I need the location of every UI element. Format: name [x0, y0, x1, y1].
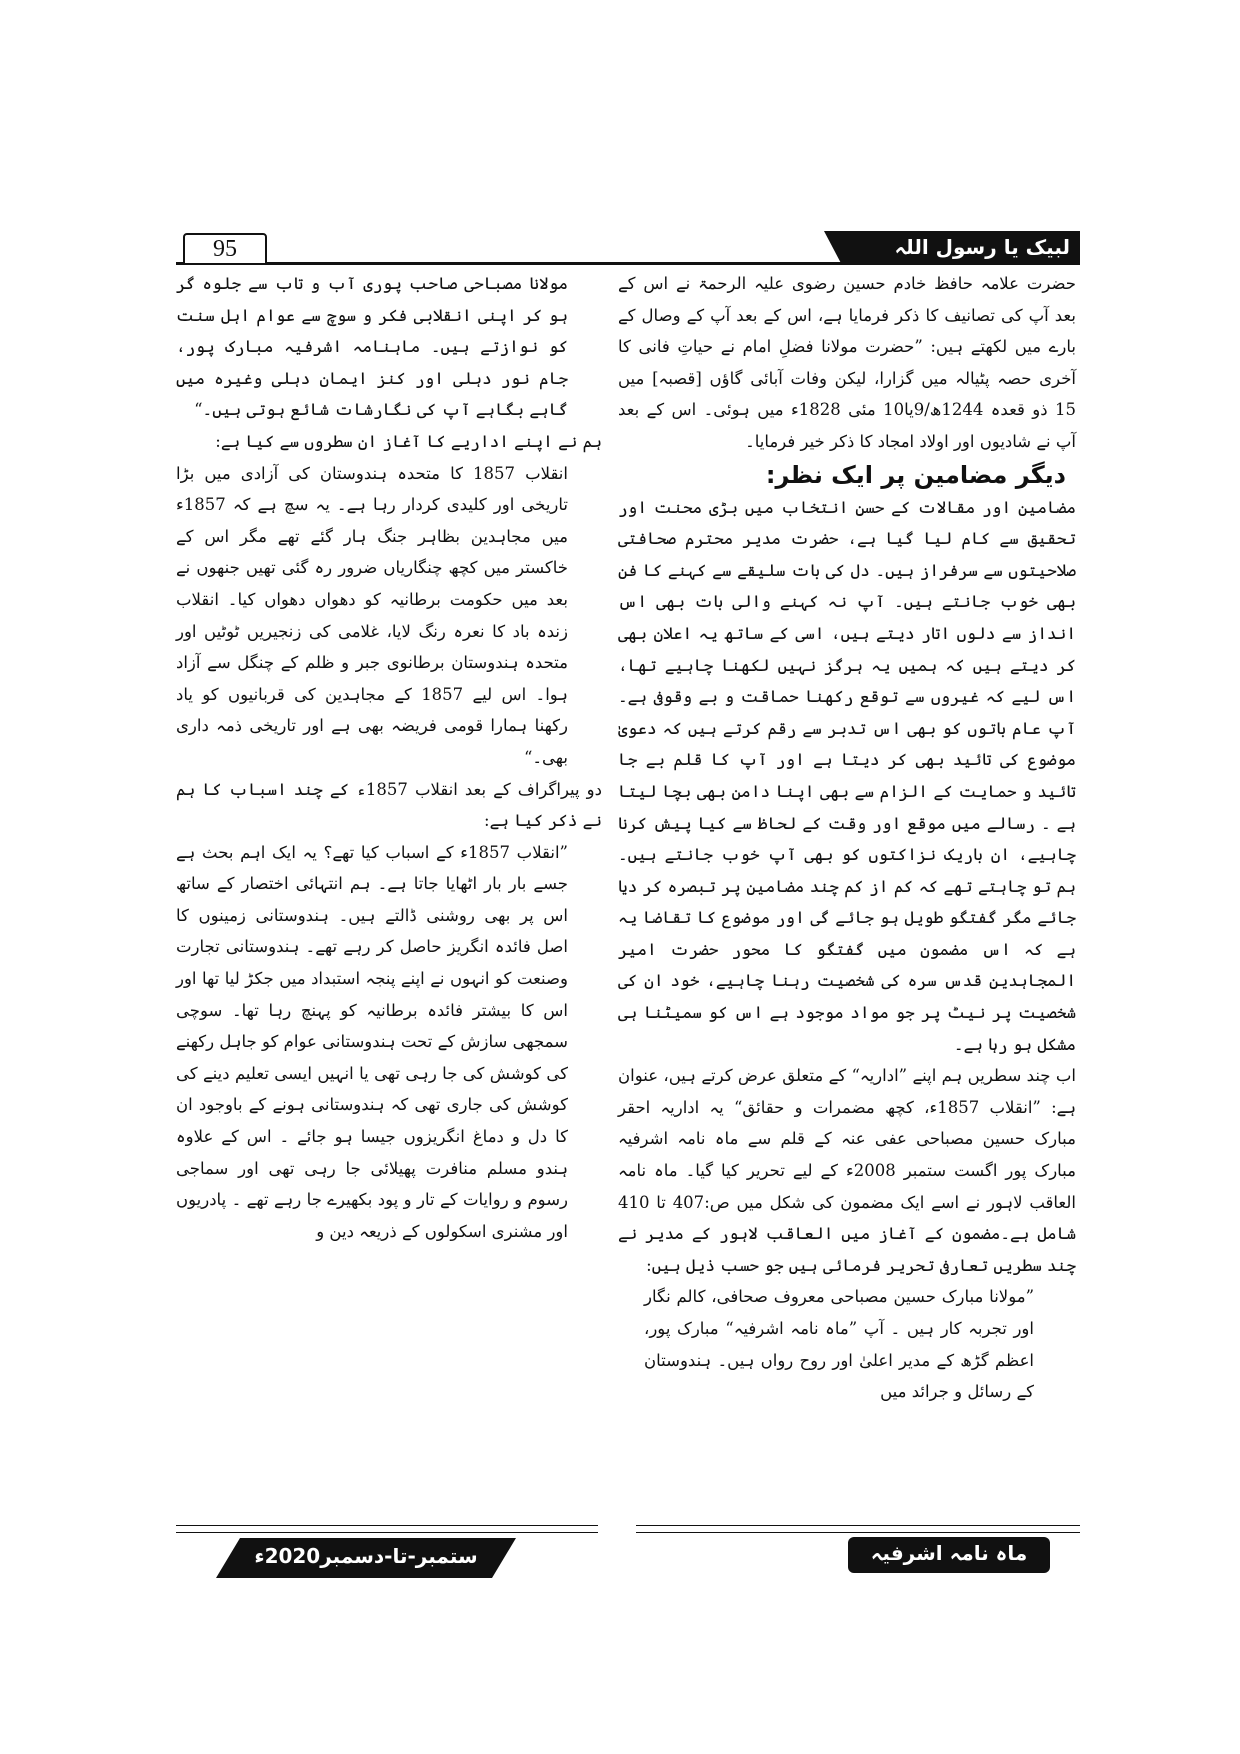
magazine-name: ماہ نامہ اشرفیہ — [870, 1541, 1028, 1565]
page-number: 95 — [183, 233, 267, 265]
block-quote: ”مولانا مبارک حسین مصباحی معروف صحافی، کالم نگار اور تجربہ کار ہیں ۔ آپ ”ماہ نامہ اشرفیہ“ مبارک پور، اعظم گڑھ کے مدیر اعلیٰ اور روح رواں ہیں۔ ہندوستان کے رسائل و جرائد میں — [644, 1287, 1034, 1402]
block-quote: مولانا مصباحی صاحب پوری آب و تاب سے جلوہ گر ہو کر اپنی انقلابی فکر و سوچ سے عوام اہل سنت کو نوازتے ہیں۔ ماہنامہ اشرفیہ مبارک پور، جام نور دہلی اور کنز ایمان دہلی وغیرہ میں گاہے بگاہے آپ کی نگارشات شائع ہوتی ہیں۔“ — [176, 274, 568, 420]
paragraph: دو پیراگراف کے بعد انقلاب 1857ء کے چند اسباب کا ہم نے ذکر کیا ہے: — [176, 779, 602, 831]
section-heading: دیگر مضامین پر ایک نظر: — [765, 460, 1066, 489]
paragraph: حضرت علامہ حافظ خادم حسین رضوی علیہ الرحمۃ نے اس کے بعد آپ کی تصانیف کا ذکر فرمایا ہے، اس کے بعد آپ کے وصال کے بارے میں لکھتے ہیں: ”حضرت مولانا فضلِ امام نے حیاتِ فانی کا آخری حصہ پٹیالہ میں گزارا، لیکن وفات آبائی گاؤں [قصبہ] میں 15 ذو قعدہ 1244ھ/9یا10 مئی 1828ء میں ہوئی۔ اس کے بعد آپ نے شادیوں اور اولاد امجاد کا ذکر خیر فرمایا۔ — [618, 274, 1077, 451]
block-quote: ”انقلاب 1857ء کے اسباب کیا تھے؟ یہ ایک اہم بحث ہے جسے بار بار اٹھایا جاتا ہے۔ ہم انتہائی اختصار کے ساتھ اس پر بھی روشنی ڈالتے ہیں۔ ہندوستانی زمینوں کا اصل فائدہ انگریز حاصل کر رہے تھے۔ ہندوستانی تجارت وصنعت کو انہوں نے اپنے پنجہ استبداد میں جکڑ لیا تھا اور اس کا بیشتر فائدہ برطانیہ کو پہنچ رہا تھا۔ سوچی سمجھی سازش کے تحت ہندوستانی عوام کو جاہل رکھنے کی کوشش کی جا رہی تھی یا انہیں ایسی تعلیم دینے کی کوشش کی جاری تھی کہ ہندوستانی ہونے کے باوجود ان کا دل و دماغ انگریزوں جیسا ہو جائے ۔ اس کے علاوہ ہندو مسلم منافرت پھیلائی جا رہی تھی اور سماجی رسوم و روایات کے تار و پود بکھیرے جا رہے تھے ۔ پادریوں اور مشنری اسکولوں کے ذریعہ دین و — [176, 842, 568, 1241]
footer-rule — [176, 1525, 598, 1526]
header-title: لبیک یا رسول اللہ — [894, 235, 1070, 259]
left-column — [176, 268, 602, 1247]
footer-rule — [636, 1532, 1080, 1533]
footer-rule — [636, 1525, 1080, 1526]
paragraph: اب چند سطریں ہم اپنے ”اداریہ“ کے متعلق عرض کرتے ہیں، عنوان ہے: ”انقلاب 1857ء، کچھ مضمرات و حقائق“ یہ اداریہ احقر مبارک حسین مصباحی عفی عنہ کے قلم سے ماہ نامہ اشرفیہ مبارک پور اگست ستمبر 2008ء کے لیے تحریر کیا گیا۔ ماہ نامہ العاقب لاہور نے اسے ایک مضمون کی شکل میں ص:407 تا 410 شامل ہے۔مضمون کے آغاز میں العاقب لاہور کے مدیر نے چند سطریں تعارفی تحریر فرمائی ہیں جو حسب ذیل ہیں: — [618, 1066, 1077, 1275]
block-quote: انقلاب 1857 کا متحدہ ہندوستان کی آزادی میں بڑا تاریخی اور کلیدی کردار رہا ہے۔ یہ سچ ہے کہ 1857ء میں مجاہدین بظاہر جنگ ہار گئے تھے مگر اس کے خاکستر میں کچھ چنگاریاں ضرور رہ گئی تھیں جنھوں نے بعد میں حکومت برطانیہ کو دھواں دھواں کیا۔ انقلاب زندہ باد کا نعرہ رنگ لایا، غلامی کی زنجیریں ٹوٹیں اور متحدہ ہندوستان برطانوی جبر و ظلم کے چنگل سے آزاد ہوا۔ اس لیے 1857 کے مجاہدین کی قربانیوں کو یاد رکھنا ہمارا قومی فریضہ بھی ہے اور تاریخی ذمہ داری بھی۔“ — [176, 463, 568, 767]
paragraph: مضامین اور مقالات کے حسنِ انتخاب میں بڑی محنت اور تحقیق سے کام لیا گیا ہے، حضرت مدیر محترم صحافتی صلاحیتوں سے سرفراز ہیں۔ دل کی بات سلیقے سے کہنے کا فن بھی خوب جانتے ہیں۔ آپ نہ کہنے والی بات بھی اس انداز سے دلوں اتار دیتے ہیں، اسی کے ساتھ یہ اعلان بھی کر دیتے ہیں کہ ہمیں یہ ہرگز نہیں لکھنا چاہیے تھا، اس لیے کہ غیروں سے توقع رکھنا حماقت و بے وقوفی ہے۔ آپ عام باتوں کو بھی اس تدبر سے رقم کرتے ہیں کہ دعویٰ موضوع کی تائید بھی کر دیتا ہے اور آپ کا قلم بے جا تائید و حمایت کے الزام سے بھی اپنا دامن بھی بچا لیتا ہے ۔ رسالے میں موقع اور وقت کے لحاظ سے کیا پیش کرنا چاہیے، ان باریک نزاکتوں کو بھی آپ خوب جانتے ہیں۔ ہم تو چاہتے تھے کہ کم از کم چند مضامین پر تبصرہ کر دیا جائے مگر گفتگو طویل ہو جائے گی اور موضوع کا تقاضا یہ ہے کہ اس مضمون میں گفتگو کا محور حضرت امیر المجاہدین قدس سرہ کی شخصیت رہنا چاہیے، خود ان کی شخصیت پر نیٹ پر جو مواد موجود ہے اس کو سمیٹنا ہی مشکل ہو رہا ہے۔ — [618, 497, 1076, 1054]
paragraph: ہم نے اپنے اداریے کا آغاز ان سطروں سے کیا ہے: — [215, 431, 602, 451]
issue-label: ستمبر-تا-دسمبر2020ء — [254, 1544, 478, 1568]
footer-rule — [176, 1532, 598, 1533]
right-column — [618, 268, 1076, 1408]
